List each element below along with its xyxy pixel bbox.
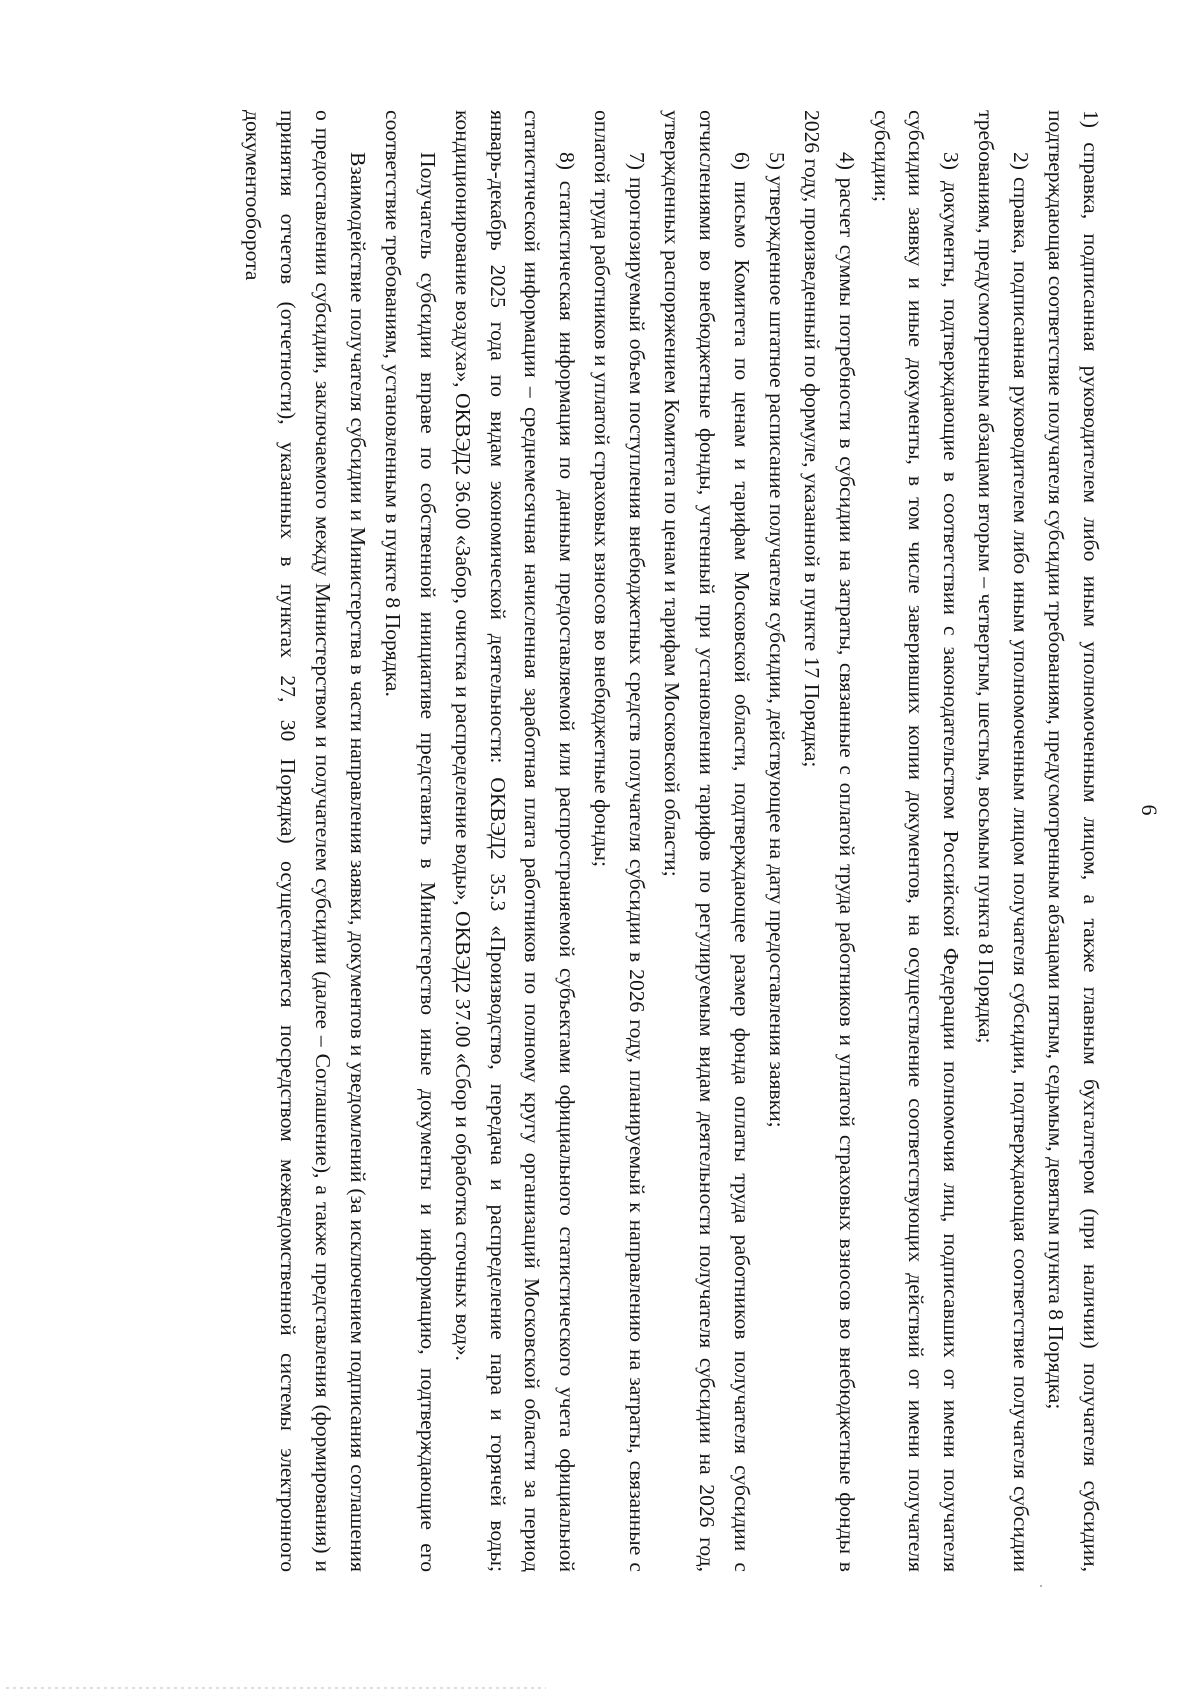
paragraph-item-5: 5) утвержденное штатное расписание получателя субсидии, действующее на дату предоставления заявки; — [764, 152, 789, 1128]
document-body — [235, 110, 1108, 1572]
paragraph-item-2: 2) справка, подписанная руководителем либо иным уполномоченным лицом получателя субсидии, подтверждающая соответствие получателя субсидии требованиям, предусмотренным абзацами вторым – четвертым, шестым, восьмым пункта 8 Порядка; — [974, 110, 1034, 1572]
page-number: 6 — [1137, 804, 1162, 816]
paragraph-item-8: 8) статистическая информация по данным предоставляемой или распространяемой субъектами официального статистического учета официальной статистической информации – среднемесячная начисленная заработная плата работников по полному кругу организаций Московской области за период январь-декабрь 2025 года по видам экономической деятельности: ОКВЭД2 35.3 «Производство, передача и распределение пара и горячей воды; кондиционирование воздуха», ОКВЭД2 36.00 «Забор, очистка и распределение воды», ОКВЭД2 37.00 «Сбор и обработка сточных вод». — [450, 110, 580, 1572]
paragraph-item-4: 4) расчет суммы потребности в субсидии на затраты, связанные с оплатой труда работников и уплатой страховых взносов во внебюджетные фонды в 2026 году, произведенный по формуле, указанной в пункте 17 Порядка; — [799, 110, 859, 1572]
paragraph-interaction: Взаимодействие получателя субсидии и Министерства в части направления заявки, документов и уведомлений (за исключением подписания соглашения о предоставлении субсидии, заключаемого между Министерством и получателем субсидии (далее – Соглашение), а также представления (формирования) и принятия отчетов (отчетности), указанных в пунктах 27, 30 Порядка) осуществляется посредством межведомственной системы электронного документооборота — [241, 110, 370, 1572]
paragraph-subsidy-right: Получатель субсидии вправе по собственной инициативе представить в Министерство иные документы и информацию, подтверждающие его соответствие требованиям, установленным в пункте 8 Порядка. — [380, 110, 440, 1572]
paragraph-item-6: 6) письмо Комитета по ценам и тарифам Московской области, подтверждающее размер фонда оплаты труда работников получателя субсидии с отчислениями во внебюджетные фонды, учтенный при установлении тарифов по регулируемым видам деятельности получателя субсидии на 2026 год, утвержденных распоряжением Комитета по ценам и тарифам Московской области; — [660, 110, 754, 1572]
paragraph-item-3: 3) документы, подтверждающие в соответствии с законодательством Российской Федерации полномочия лиц, подписавших от имени получателя субсидии заявку и иные документы, в том числе заверивших копии документов, на осуществление соответствующих действий от имени получателя субсидии; — [869, 110, 964, 1572]
paragraph-item-1: 1) справка, подписанная руководителем либо иным уполномоченным лицом, а также главным бухгалтером (при наличии) получателя субсидии, подтверждающая соответствие получателя субсидии требованиям, предусмотренным абзацами пятым, седьмым, девятым пункта 8 Порядка; — [1044, 110, 1103, 1572]
paragraph-item-7: 7) прогнозируемый объем поступления внебюджетных средств получателя субсидии в 2026 году, планируемый к направлению на затраты, связанные с оплатой труда работников и уплатой страховых взносов во внебюджетные фонды; — [590, 110, 650, 1572]
scan-artifact-dot — [1040, 1585, 1042, 1587]
scan-artifact-edge — [6, 1687, 546, 1689]
rotated-page-content — [82, 40, 1162, 1650]
